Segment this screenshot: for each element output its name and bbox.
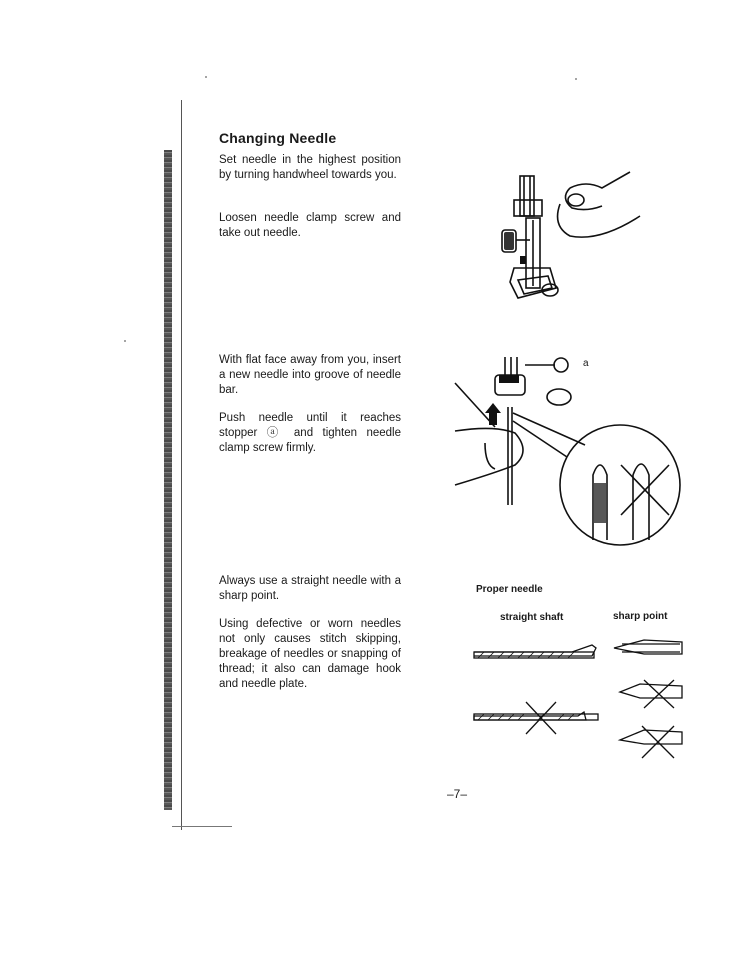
binding-margin-line [181, 100, 182, 830]
binding-shadow [164, 150, 172, 810]
instruction-straight-needle: Always use a straight needle with a sharp point. [219, 575, 401, 602]
instruction-tighten-screw: Push needle until it reaches stopper ⓐ and tighten needle clamp screw firmly. [219, 412, 401, 454]
sharp-point-label: sharp point [613, 611, 668, 622]
proper-needle-label: Proper needle [476, 584, 543, 595]
straight-shaft-label: straight shaft [500, 612, 564, 623]
instruction-raise-needle: Set needle in the highest position by turning handwheel towards you. [219, 154, 401, 181]
binding-foot-line [172, 826, 232, 827]
instruction-remove-needle: Loosen needle clamp screw and take out needle. [219, 212, 401, 239]
scan-speck [205, 76, 207, 78]
needle-clamp-illustration [490, 160, 650, 310]
warning-defective-needles: Using defective or worn needles not only causes stitch skipping, breakage of needles or snapping of thread; it also can damage hook and needle plate. [219, 618, 401, 690]
page-number: –7– [447, 787, 468, 801]
scan-speck [575, 78, 577, 80]
needle-insertion-illustration [455, 355, 685, 550]
section-title: Changing Needle [219, 130, 337, 146]
stopper-callout-label: a [583, 358, 589, 369]
needle-comparison-illustration [474, 630, 689, 765]
instruction-insert-needle: With flat face away from you, insert a new needle into groove of needle bar. [219, 354, 401, 396]
scan-speck [124, 340, 126, 342]
